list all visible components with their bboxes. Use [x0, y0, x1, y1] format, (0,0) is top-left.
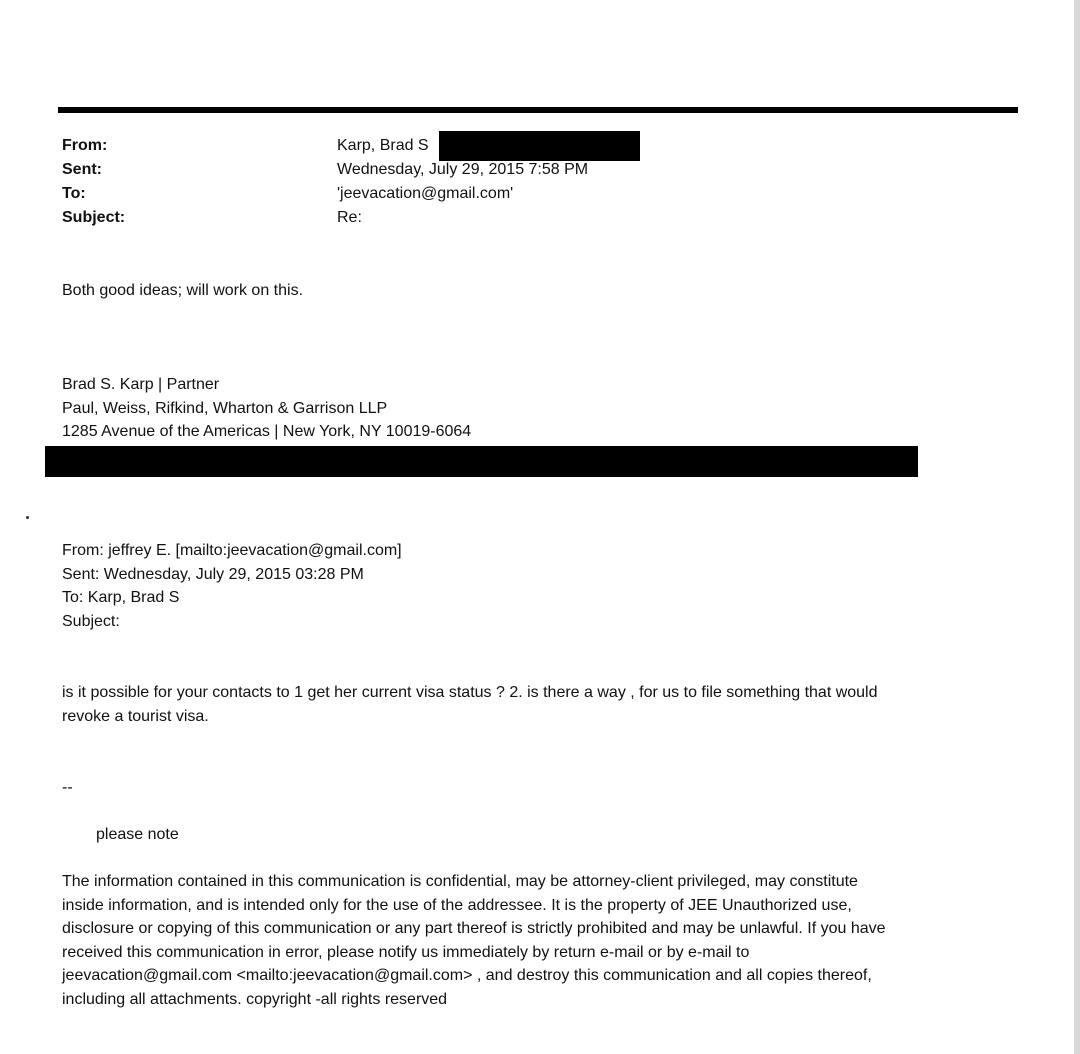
disclaimer-line: including all attachments. copyright -all rights reserved — [62, 991, 448, 1008]
sent-value: Wednesday, July 29, 2015 7:58 PM — [337, 161, 589, 178]
to-label: To: — [62, 185, 86, 202]
signature-separator: -- — [62, 779, 73, 796]
quoted-subject: Subject: — [62, 613, 120, 630]
from-value: Karp, Brad S — [337, 137, 429, 154]
please-note: please note — [96, 826, 179, 843]
disclaimer-line: jeevacation@gmail.com <mailto:jeevacation@gmail.com> , and destroy this communication and all copies thereof, — [62, 967, 872, 984]
signature-name: Brad S. Karp | Partner — [62, 376, 220, 393]
redaction-box — [439, 131, 640, 161]
signature-firm: Paul, Weiss, Rifkind, Wharton & Garrison LLP — [62, 400, 388, 417]
quoted-body-line-2: revoke a tourist visa. — [62, 708, 209, 725]
disclaimer-line: inside information, and is intended only for the use of the addressee. It is the property of JEE Unauthorized use, — [62, 897, 852, 914]
quoted-to: To: Karp, Brad S — [62, 589, 180, 606]
to-value: 'jeevacation@gmail.com' — [337, 185, 514, 202]
disclaimer-line: disclosure or copying of this communication or any part thereof is strictly prohibited and may be unlawful. If you have — [62, 920, 886, 937]
page-edge-shadow — [1074, 0, 1080, 1054]
header-rule — [58, 107, 1018, 113]
from-label: From: — [62, 137, 108, 154]
signature-address: 1285 Avenue of the Americas | New York, NY 10019-6064 — [62, 423, 472, 440]
quoted-from: From: jeffrey E. [mailto:jeevacation@gmail.com] — [62, 542, 402, 559]
subject-label: Subject: — [62, 209, 126, 226]
disclaimer-line: The information contained in this communication is confidential, may be attorney-client privileged, may constitute — [62, 873, 858, 890]
redaction-bar — [45, 446, 918, 477]
quoted-sent: Sent: Wednesday, July 29, 2015 03:28 PM — [62, 566, 364, 583]
scan-speck — [26, 516, 29, 519]
subject-value: Re: — [337, 209, 362, 226]
disclaimer-line: received this communication in error, please notify us immediately by return e-mail or by e-mail to — [62, 944, 750, 961]
reply-body: Both good ideas; will work on this. — [62, 282, 304, 299]
sent-label: Sent: — [62, 161, 102, 178]
quoted-body-line-1: is it possible for your contacts to 1 get her current visa status ? 2. is there a way , for us to file something that would — [62, 684, 878, 701]
